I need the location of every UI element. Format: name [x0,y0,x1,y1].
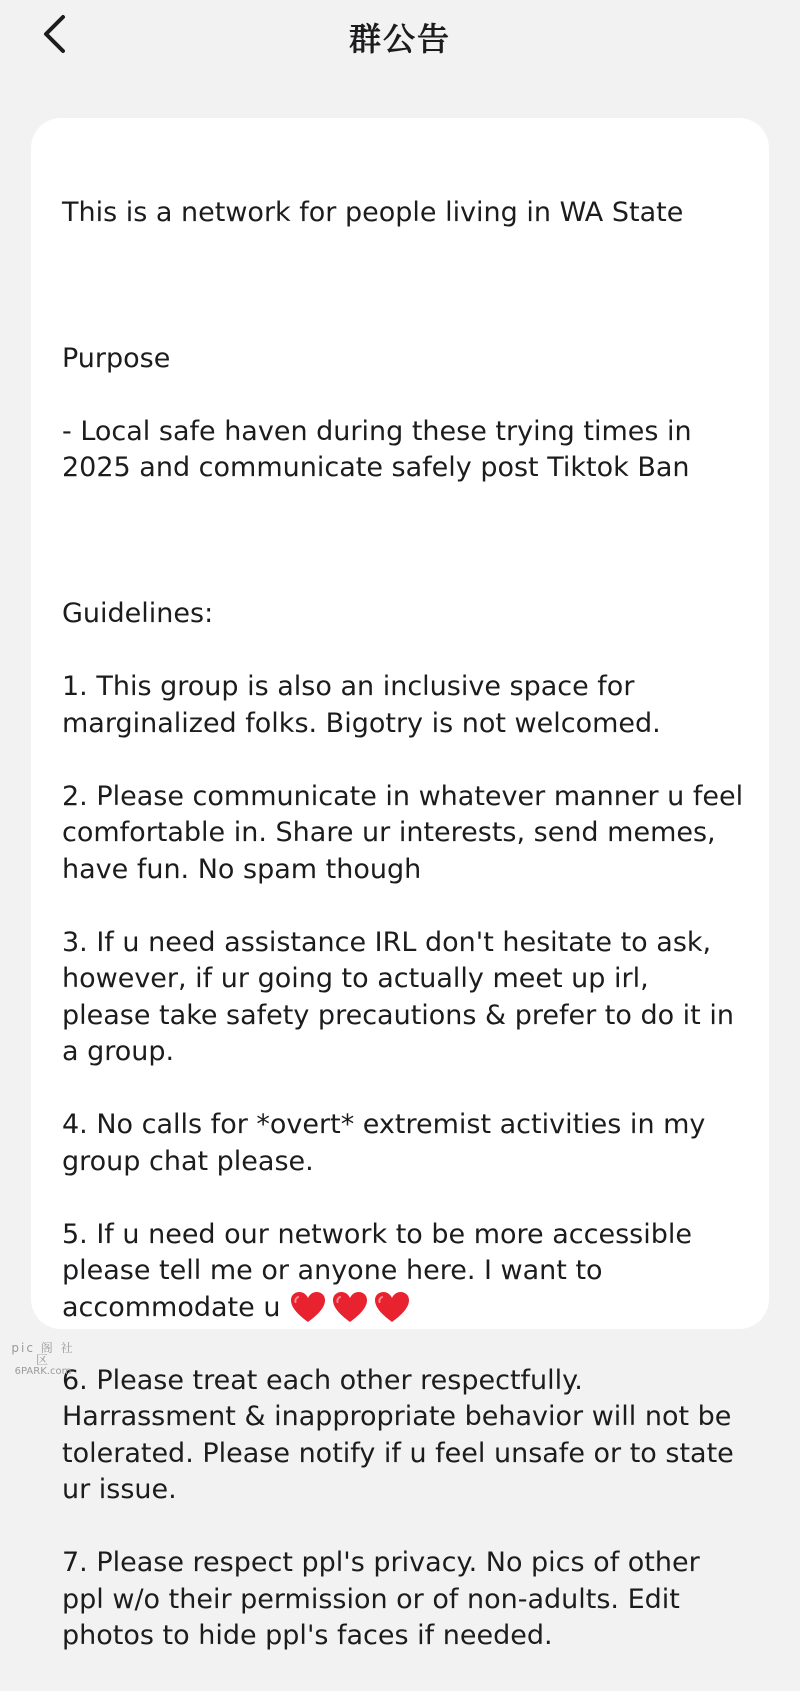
guideline-item: 1. This group is also an inclusive space for marginalized folks. Bigotry is not welcomed. [62,671,661,739]
guideline-item: 7. Please respect ppl's privacy. No pics of other ppl w/o their permission or of non-adults. Edit photos to hide ppl's faces if needed. [62,1547,700,1651]
guideline-item-with-hearts [62,1217,745,1327]
red-heart-icon [373,1290,411,1324]
intro-line: This is a network for people living in WA State [62,196,684,228]
red-heart-icon [289,1290,327,1324]
purpose-heading: Purpose [62,342,171,374]
watermark-line-2: 6PARK.com [14,1366,72,1377]
hearts-group [289,1292,415,1323]
guideline-item: 2. Please communicate in whatever manner u feel comfortable in. Share ur interests, send memes, have fun. No spam though [62,780,744,885]
paragraph-gap [62,268,745,305]
red-heart-icon [331,1290,369,1324]
watermark-line-1: pic 阁 社 区 [11,1341,75,1367]
watermark [8,1342,78,1378]
purpose-line: - Local safe haven during these trying times in 2025 and communicate safely post Tiktok Ban [62,415,692,483]
guidelines-heading: Guidelines: [62,598,214,629]
guideline-item-text: 5. If u need our network to be more accessible please tell me or anyone here. I want to accommodate u [62,1218,692,1323]
guideline-item: 3. If u need assistance IRL don't hesitate to ask, however, if ur going to actually meet up irl, please take safety precautions & prefer to do it in a group. [62,926,734,1067]
guideline-item: 6. Please treat each other respectfully. Harrassment & inappropriate behavior will not be tolerated. Please notify if u feel unsafe or to state ur issue. [62,1364,734,1505]
paragraph-gap [62,523,745,560]
announcement-text [62,158,745,1691]
guideline-item: 4. No calls for *overt* extremist activities in my group chat please. [62,1109,706,1177]
navigation-bar [0,0,800,70]
page-title: 群公告 [348,20,451,58]
